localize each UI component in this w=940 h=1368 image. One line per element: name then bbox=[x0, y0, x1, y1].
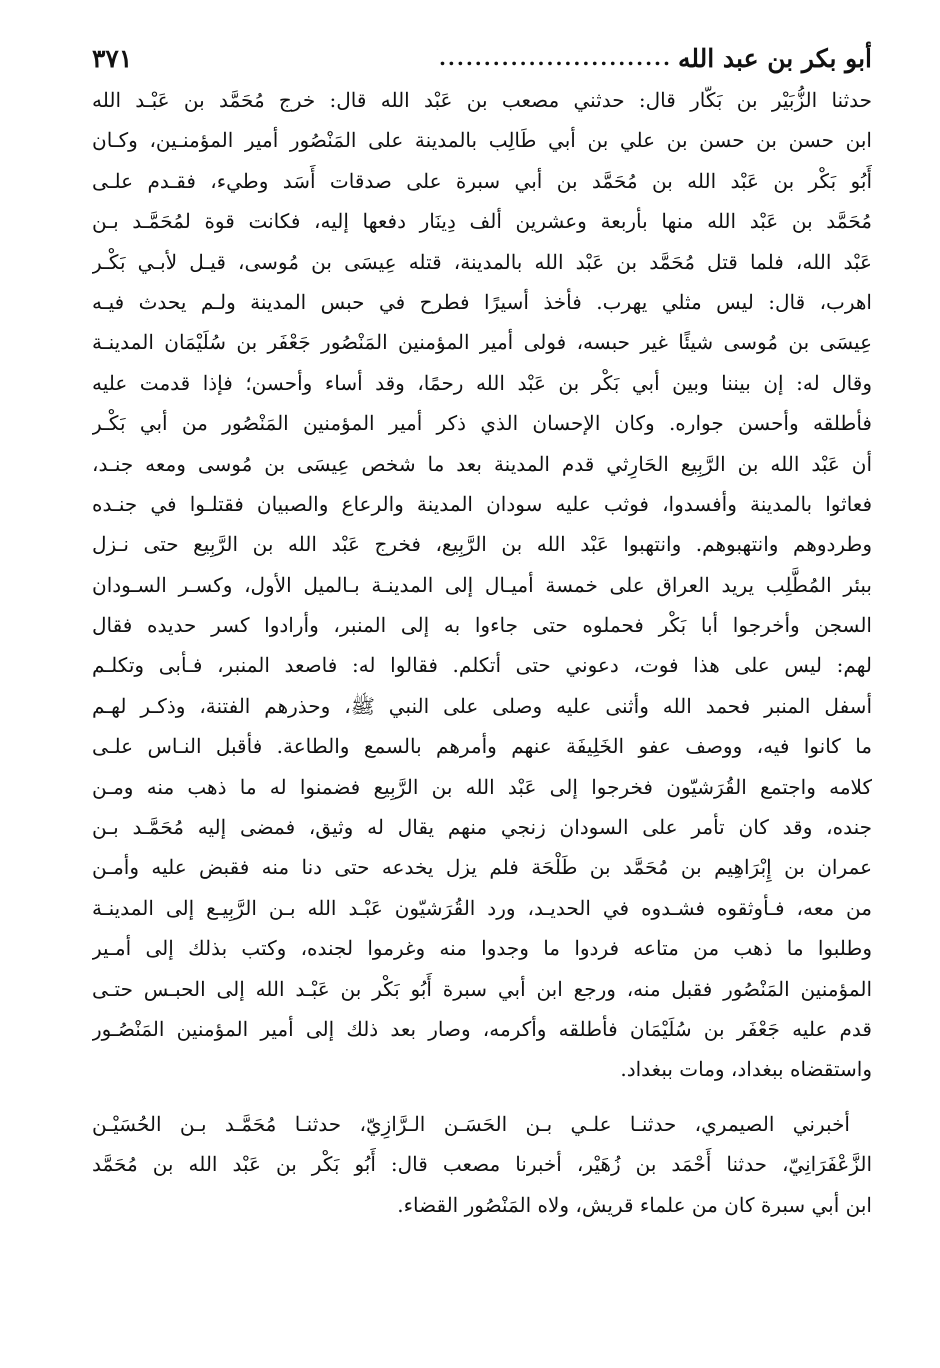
page-number: ٣٧١ bbox=[92, 43, 133, 73]
text-line: واستقضاه ببغداد، ومات ببغداد. bbox=[620, 1057, 872, 1082]
paragraph-gap bbox=[92, 1090, 872, 1104]
text-line: حدثنا الزُّبَيْر بن بَكّار قال: حدثني مصعب بن عَبْد الله قال: خرج مُحَمَّد بن عَبْـد الله bbox=[92, 88, 872, 112]
book-page bbox=[92, 36, 872, 1225]
text-line: جنده، وقد كان تأمر على السودان زنجي منهم يقال له وثيق، فمضى إليه مُحَمَّـد بـن bbox=[92, 815, 872, 840]
text-line: الزَّعْفَرَانِيّ، حدثنا أَحْمَد بن زُهَيْر، أخبرنا مصعب قال: أَبُو بَكْر بن عَبْد الله بن مُحَمَّد bbox=[92, 1152, 872, 1177]
paragraph-2 bbox=[92, 1104, 872, 1225]
text-line: ابن حسن بن حسن بن علي بن أبي طَالِب بالمدينة على المَنْصُور أمير المؤمنـين، وكـان bbox=[92, 128, 872, 153]
text-line: مُحَمَّد بن عَبْد الله منها بأربعة وعشرين ألف دِينَار دفعها إليه، فكانت قوة لمُحَمَّـد بـن bbox=[92, 209, 872, 234]
text-line: وطردوهم وانتهبوهم. وانتهبوا عَبْد الله بن الرَّبِيع، فخرج عَبْد الله بن الرَّبِيع حتى نـزل bbox=[92, 532, 872, 557]
running-header-title: أبو بكر بن عبد الله bbox=[677, 43, 872, 73]
text-line: أَبُو بَكْر بن عَبْد الله بن مُحَمَّد بن أبي سبرة على صدقات أَسَد وطيء، فقـدم علـى bbox=[92, 168, 872, 193]
running-header-dot-leader: .......................... bbox=[438, 46, 672, 70]
text-line: كلامه واجتمع القُرَشيّون فخرجوا إلى عَبْد الله بن الرَّبِيع فضمنوا له ما ذهب منه ومـن bbox=[92, 774, 872, 799]
text-line: عمران بن إِبْرَاهِيم بن مُحَمَّد بن طَلْحَة فلم يزل يخدعه حتى دنا منه فقبض عليه وأمـن bbox=[92, 855, 872, 880]
paragraph-1 bbox=[92, 80, 872, 1090]
text-line: ابن أبي سبرة كان من علماء قريش، ولاه المَنْصُور القضاء. bbox=[397, 1192, 872, 1217]
text-line: اهرب، قال: ليس مثلي يهرب. فأخذ أسيرًا فطرح في حبس المدينة ولـم يحدث فيـه bbox=[92, 289, 872, 314]
text-line: أخبرني الصيمري، حدثنـا علـي بـن الحَسَـن الـرَّازِيّ، حدثنـا مُحَمَّـد بـن الحُسَيْـن bbox=[92, 1111, 850, 1136]
text-line: وقال له: إن بيننا وبين أبي بَكْر بن عَبْد الله رحمًا، وقد أساء وأحسن؛ فإذا قدمت عليه bbox=[92, 370, 872, 395]
text-line: أن عَبْد الله بن الرَّبِيع الحَارِثي قدم المدينة بعد ما شخص عِيسَى بن مُوسى ومعه جنـد، bbox=[92, 451, 872, 476]
text-line: عَبْد الله، فلما قتل مُحَمَّد بن عَبْد الله بالمدينة، قتله عِيسَى بن مُوسى، قيـل لأبـي بَكْـر bbox=[92, 249, 872, 274]
text-line: عِيسَى بن مُوسى شيئًا غير حبسه، فولى أمير المؤمنين المَنْصُور جَعْفَر بن سُلَيْمَان المدينـة bbox=[92, 330, 872, 355]
text-line: من معه، فـأوثقوه فشـدوه في الحديـد، ورد القُرَشيّون عَبْـد الله بـن الرَّبِيـع إلى المدينـة bbox=[92, 895, 872, 920]
text-line: أسفل المنبر فحمد الله وأثنى عليه وصلى على النبي ﷺ، وحذرهم الفتنة، وذكـر لهـم bbox=[92, 693, 872, 718]
text-line: ما كانوا فيه، ووصف عفو الخَلِيفَة عنهم وأمرهم بالسمع والطاعة. فأقبل النـاس علـى bbox=[92, 734, 872, 759]
text-line: قدم عليه جَعْفَر بن سُلَيْمَان فأطلقه وأكرمه، وصار بعد ذلك إلى أمير المؤمنين المَنْصُـور bbox=[92, 1016, 872, 1041]
text-line: فأطلقه وأحسن جواره. وكان الإحسان الذي ذكر أمير المؤمنين المَنْصُور من أبي بَكْـر bbox=[92, 411, 872, 436]
text-line: السجن وأخرجوا أبا بَكْر فحملوه حتى جاءوا به إلى المنبر، وأرادوا كسر حديده فقال bbox=[92, 613, 872, 638]
text-line: وطلبوا ما ذهب من متاعه فردوا ما وجدوا منه وغرموا لجنده، وكتب بذلك إلى أمـير bbox=[92, 936, 872, 961]
text-line: فعاثوا بالمدينة وأفسدوا، فوثب عليه سودان المدينة والرعاع والصبيان فقتلـوا في جنـده bbox=[92, 491, 872, 516]
text-line: المؤمنين المَنْصُور فقبل منه، ورجع ابن أبي سبرة أَبُو بَكْر بن عَبْـد الله إلى الحبـس حتـى bbox=[92, 976, 872, 1001]
running-header bbox=[92, 36, 872, 80]
text-line: ببئر المُطَّلِب يريد العراق على خمسة أميـال إلى المدينـة بـالميل الأول، وكسـر السـودان bbox=[92, 572, 872, 597]
text-line: لهم: ليس على هذا فوت، دعوني حتى أتكلم. فقالوا له: فاصعد المنبر، فـأبى وتكلـم bbox=[92, 653, 872, 678]
